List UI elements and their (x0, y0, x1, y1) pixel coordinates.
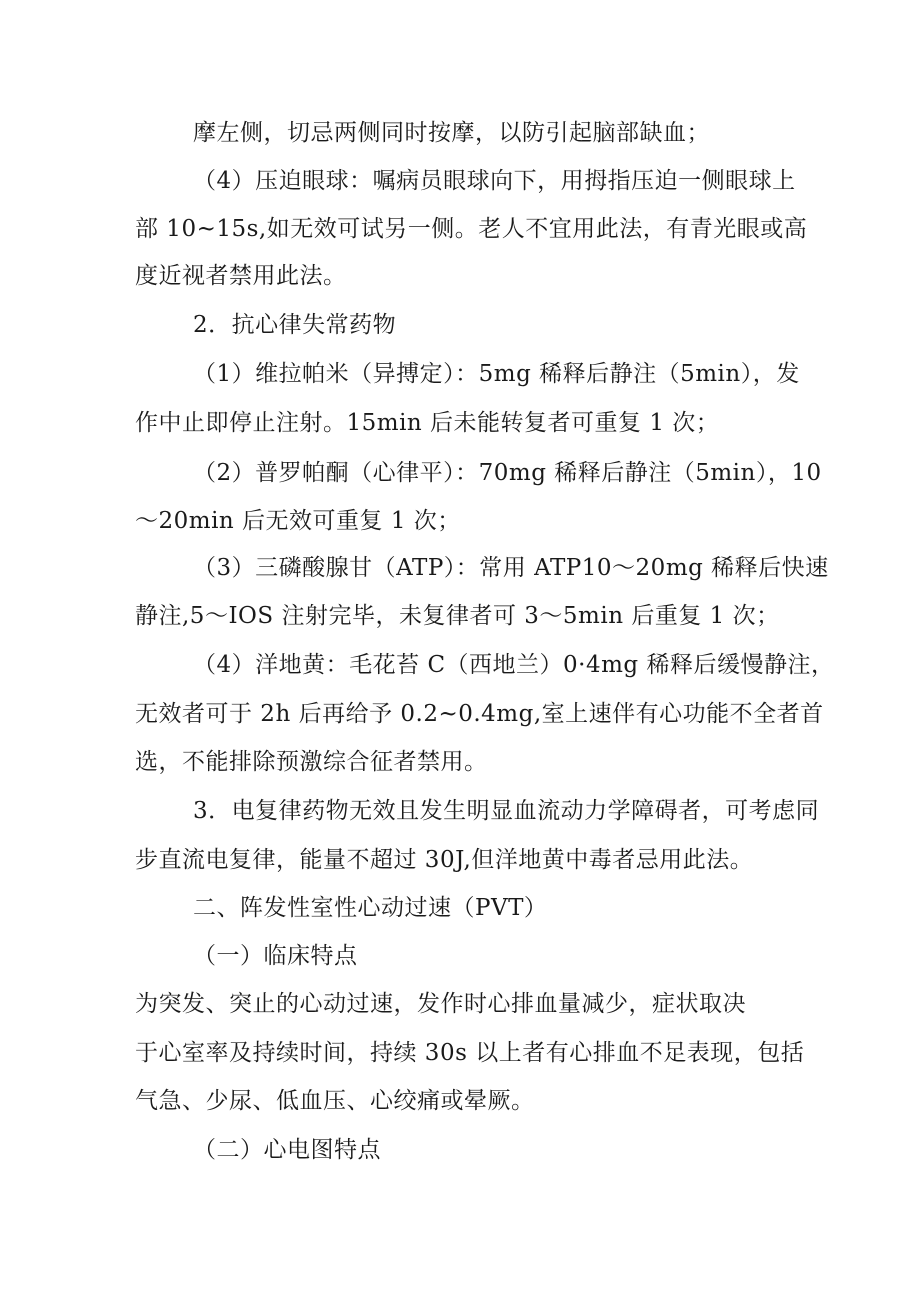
paragraph-line: 选，不能排除预激综合征者禁用。 (135, 749, 488, 775)
paragraph-line: （1）维拉帕米（异搏定）：5mg 稀释后静注（5min），发 (193, 361, 800, 387)
subsection-heading: （二）心电图特点 (193, 1137, 381, 1163)
paragraph-line: 气急、少尿、低血压、心绞痛或晕厥。 (135, 1088, 535, 1114)
paragraph-line: 部 10~15s,如无效可试另一侧。老人不宜用此法，有青光眼或高 (135, 216, 808, 242)
paragraph-line: 无效者可于 2h 后再给予 0.2~0.4mg,室上速伴有心功能不全者首 (135, 701, 824, 727)
paragraph-line: 为突发、突止的心动过速，发作时心排血量减少，症状取决 (135, 991, 746, 1017)
paragraph-line: 3．电复律药物无效且发生明显血流动力学障碍者，可考虑同 (193, 798, 820, 824)
paragraph-line: 度近视者禁用此法。 (135, 263, 347, 289)
paragraph-line: 作中止即停止注射。15min 后未能转复者可重复 1 次； (135, 410, 720, 436)
paragraph-line: 静注,5～IOS 注射完毕，未复律者可 3～5min 后重复 1 次； (135, 603, 780, 629)
paragraph-line: 摩左侧，切忌两侧同时按摩，以防引起脑部缺血； (193, 120, 710, 146)
paragraph-line: （4）压迫眼球：嘱病员眼球向下，用拇指压迫一侧眼球上 (193, 168, 796, 194)
paragraph-line: 步直流电复律，能量不超过 30J,但洋地黄中毒者忌用此法。 (135, 847, 754, 873)
subsection-heading: （一）临床特点 (193, 943, 358, 969)
paragraph-line: （4）洋地黄：毛花苔 C（西地兰）0·4mg 稀释后缓慢静注， (193, 652, 835, 678)
paragraph-line: 于心室率及持续时间，持续 30s 以上者有心排血不足表现，包括 (135, 1040, 805, 1066)
paragraph-line: （2）普罗帕酮（心律平）：70mg 稀释后静注（5min），10 (193, 460, 822, 486)
section-heading: 二、阵发性室性心动过速（PVT） (193, 895, 548, 921)
paragraph-line: ～20min 后无效可重复 1 次； (135, 508, 461, 534)
section-heading: 2．抗心律失常药物 (193, 312, 397, 338)
paragraph-line: （3）三磷酸腺甘（ATP）：常用 ATP10～20mg 稀释后快速 (193, 555, 829, 581)
